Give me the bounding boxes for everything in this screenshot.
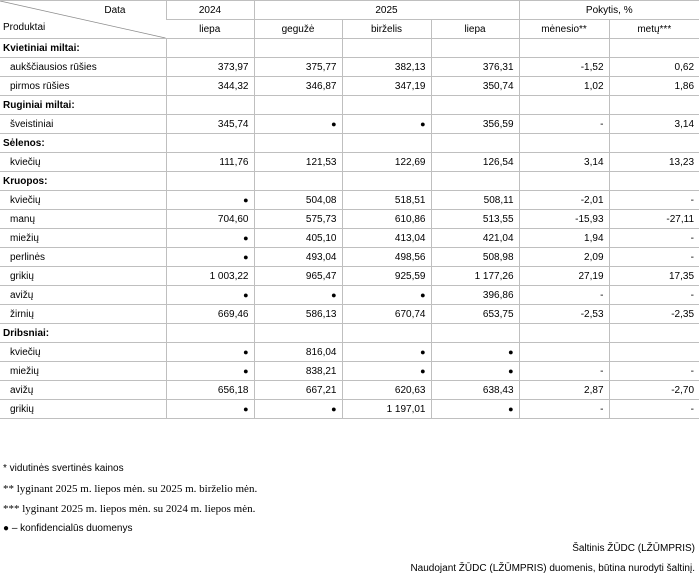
header-year-2025: 2025 bbox=[254, 1, 519, 20]
change-cell: -2,70 bbox=[609, 381, 699, 400]
header-row-years bbox=[0, 1, 699, 20]
price-cell: ● bbox=[166, 248, 254, 267]
empty-cell bbox=[254, 172, 342, 191]
header-change: Pokytis, % bbox=[519, 1, 699, 20]
price-cell: 669,46 bbox=[166, 305, 254, 324]
price-cell: 498,56 bbox=[342, 248, 431, 267]
change-cell: -2,53 bbox=[519, 305, 609, 324]
empty-cell bbox=[609, 134, 699, 153]
header-month-may: gegužė bbox=[254, 20, 342, 39]
group-title: Kvietiniai miltai: bbox=[0, 39, 166, 58]
empty-cell bbox=[254, 134, 342, 153]
change-cell bbox=[519, 343, 609, 362]
price-cell: 111,76 bbox=[166, 153, 254, 172]
change-cell: -2,35 bbox=[609, 305, 699, 324]
header-change-month: mėnesio** bbox=[519, 20, 609, 39]
usage-note: Naudojant ŽŪDC (LŽŪMPRIS) duomenis, būtina nurodyti šaltinį. bbox=[410, 563, 695, 574]
table-row bbox=[0, 115, 699, 134]
table-row bbox=[0, 286, 699, 305]
price-cell: 508,11 bbox=[431, 191, 519, 210]
empty-cell bbox=[166, 39, 254, 58]
empty-cell bbox=[431, 172, 519, 191]
empty-cell bbox=[519, 96, 609, 115]
change-cell: 2,09 bbox=[519, 248, 609, 267]
price-cell: ● bbox=[431, 343, 519, 362]
empty-cell bbox=[166, 134, 254, 153]
price-cell: 518,51 bbox=[342, 191, 431, 210]
empty-cell bbox=[342, 324, 431, 343]
price-cell: ● bbox=[342, 362, 431, 381]
empty-cell bbox=[254, 39, 342, 58]
change-cell bbox=[609, 343, 699, 362]
product-name: avižų bbox=[0, 381, 166, 400]
price-cell: ● bbox=[254, 400, 342, 419]
footnote-confidential: ● – konfidencialūs duomenys bbox=[3, 523, 133, 534]
price-cell: 350,74 bbox=[431, 77, 519, 96]
price-cell: 346,87 bbox=[254, 77, 342, 96]
change-cell: - bbox=[609, 191, 699, 210]
price-cell: 504,08 bbox=[254, 191, 342, 210]
price-cell: 610,86 bbox=[342, 210, 431, 229]
empty-cell bbox=[609, 96, 699, 115]
group-header-row bbox=[0, 96, 699, 115]
price-cell: 638,43 bbox=[431, 381, 519, 400]
change-cell: - bbox=[609, 229, 699, 248]
price-cell: ● bbox=[166, 229, 254, 248]
change-cell: 13,23 bbox=[609, 153, 699, 172]
product-name: žirnių bbox=[0, 305, 166, 324]
change-cell: 27,19 bbox=[519, 267, 609, 286]
footnote-year-compare: *** lyginant 2025 m. liepos mėn. su 2024 m. liepos mėn. bbox=[3, 503, 256, 515]
empty-cell bbox=[609, 39, 699, 58]
product-name: kviečių bbox=[0, 153, 166, 172]
product-name: manų bbox=[0, 210, 166, 229]
change-cell: 17,35 bbox=[609, 267, 699, 286]
empty-cell bbox=[342, 134, 431, 153]
group-title: Sėlenos: bbox=[0, 134, 166, 153]
price-cell: 373,97 bbox=[166, 58, 254, 77]
group-header-row bbox=[0, 134, 699, 153]
group-title: Kruopos: bbox=[0, 172, 166, 191]
product-name: avižų bbox=[0, 286, 166, 305]
price-cell: 121,53 bbox=[254, 153, 342, 172]
empty-cell bbox=[519, 324, 609, 343]
footnote-month-compare: ** lyginant 2025 m. liepos mėn. su 2025 m. birželio mėn. bbox=[3, 483, 258, 495]
product-name: miežių bbox=[0, 229, 166, 248]
header-change-year: metų*** bbox=[609, 20, 699, 39]
price-cell: ● bbox=[431, 400, 519, 419]
price-cell: 382,13 bbox=[342, 58, 431, 77]
price-cell: 670,74 bbox=[342, 305, 431, 324]
price-cell: 667,21 bbox=[254, 381, 342, 400]
price-cell: 356,59 bbox=[431, 115, 519, 134]
table-row bbox=[0, 153, 699, 172]
change-cell: 1,02 bbox=[519, 77, 609, 96]
price-cell: 405,10 bbox=[254, 229, 342, 248]
price-cell: 345,74 bbox=[166, 115, 254, 134]
empty-cell bbox=[431, 324, 519, 343]
price-cell: 1 003,22 bbox=[166, 267, 254, 286]
price-cell: 396,86 bbox=[431, 286, 519, 305]
table-row bbox=[0, 58, 699, 77]
price-cell: 493,04 bbox=[254, 248, 342, 267]
product-name: perlinės bbox=[0, 248, 166, 267]
empty-cell bbox=[431, 134, 519, 153]
price-cell: 620,63 bbox=[342, 381, 431, 400]
source-line: Šaltinis ŽŪDC (LŽŪMPRIS) bbox=[572, 543, 695, 554]
table-row bbox=[0, 343, 699, 362]
empty-cell bbox=[519, 172, 609, 191]
empty-cell bbox=[609, 324, 699, 343]
price-cell: 656,18 bbox=[166, 381, 254, 400]
change-cell: - bbox=[519, 400, 609, 419]
price-cell: 704,60 bbox=[166, 210, 254, 229]
table-row bbox=[0, 210, 699, 229]
price-cell: 925,59 bbox=[342, 267, 431, 286]
empty-cell bbox=[519, 134, 609, 153]
product-name: kviečių bbox=[0, 343, 166, 362]
price-cell: ● bbox=[254, 286, 342, 305]
table-row bbox=[0, 267, 699, 286]
change-cell: -27,11 bbox=[609, 210, 699, 229]
group-title: Dribsniai: bbox=[0, 324, 166, 343]
price-cell: ● bbox=[166, 286, 254, 305]
empty-cell bbox=[431, 39, 519, 58]
empty-cell bbox=[342, 172, 431, 191]
change-cell: -2,01 bbox=[519, 191, 609, 210]
price-cell: 1 197,01 bbox=[342, 400, 431, 419]
price-cell: 586,13 bbox=[254, 305, 342, 324]
footnotes bbox=[3, 462, 257, 542]
change-cell: 3,14 bbox=[519, 153, 609, 172]
table-row bbox=[0, 248, 699, 267]
group-header-row bbox=[0, 172, 699, 191]
empty-cell bbox=[609, 172, 699, 191]
change-cell: - bbox=[519, 362, 609, 381]
table-row bbox=[0, 381, 699, 400]
empty-cell bbox=[342, 39, 431, 58]
header-products-label: Produktai bbox=[3, 22, 46, 33]
price-cell: 376,31 bbox=[431, 58, 519, 77]
footnote-weighted: * vidutinės svertinės kainos bbox=[3, 463, 124, 474]
product-name: grikių bbox=[0, 400, 166, 419]
price-cell: ● bbox=[431, 362, 519, 381]
empty-cell bbox=[166, 96, 254, 115]
product-name: pirmos rūšies bbox=[0, 77, 166, 96]
price-cell: 375,77 bbox=[254, 58, 342, 77]
empty-cell bbox=[166, 324, 254, 343]
price-cell: 838,21 bbox=[254, 362, 342, 381]
product-name: grikių bbox=[0, 267, 166, 286]
price-cell: ● bbox=[342, 343, 431, 362]
price-cell: 965,47 bbox=[254, 267, 342, 286]
group-header-row bbox=[0, 39, 699, 58]
change-cell: 1,86 bbox=[609, 77, 699, 96]
header-date-label: Data bbox=[104, 5, 126, 16]
header-month-2024-july: liepa bbox=[166, 20, 254, 39]
change-cell: 0,62 bbox=[609, 58, 699, 77]
change-cell: - bbox=[609, 400, 699, 419]
price-cell: ● bbox=[254, 115, 342, 134]
price-cell: 1 177,26 bbox=[431, 267, 519, 286]
header-month-2025-july: liepa bbox=[431, 20, 519, 39]
price-cell: 344,32 bbox=[166, 77, 254, 96]
change-cell: - bbox=[609, 362, 699, 381]
group-title: Ruginiai miltai: bbox=[0, 96, 166, 115]
diagonal-header-cell bbox=[0, 1, 166, 39]
header-month-june: birželis bbox=[342, 20, 431, 39]
price-cell: 122,69 bbox=[342, 153, 431, 172]
change-cell: - bbox=[609, 248, 699, 267]
price-cell: ● bbox=[166, 191, 254, 210]
price-cell: 508,98 bbox=[431, 248, 519, 267]
price-cell: ● bbox=[166, 343, 254, 362]
price-cell: ● bbox=[166, 400, 254, 419]
change-cell: - bbox=[519, 286, 609, 305]
product-name: miežių bbox=[0, 362, 166, 381]
table-row bbox=[0, 191, 699, 210]
price-cell: 347,19 bbox=[342, 77, 431, 96]
price-cell: ● bbox=[342, 115, 431, 134]
price-cell: 421,04 bbox=[431, 229, 519, 248]
empty-cell bbox=[254, 324, 342, 343]
price-cell: 126,54 bbox=[431, 153, 519, 172]
change-cell: - bbox=[609, 286, 699, 305]
empty-cell bbox=[431, 96, 519, 115]
empty-cell bbox=[342, 96, 431, 115]
price-cell: ● bbox=[342, 286, 431, 305]
price-cell: 816,04 bbox=[254, 343, 342, 362]
price-cell: ● bbox=[166, 362, 254, 381]
product-name: aukščiausios rūšies bbox=[0, 58, 166, 77]
empty-cell bbox=[254, 96, 342, 115]
empty-cell bbox=[166, 172, 254, 191]
product-name: šveistiniai bbox=[0, 115, 166, 134]
product-name: kviečių bbox=[0, 191, 166, 210]
change-cell: 3,14 bbox=[609, 115, 699, 134]
price-cell: 513,55 bbox=[431, 210, 519, 229]
group-header-row bbox=[0, 324, 699, 343]
table-row bbox=[0, 77, 699, 96]
price-cell: 653,75 bbox=[431, 305, 519, 324]
change-cell: 1,94 bbox=[519, 229, 609, 248]
table-row bbox=[0, 400, 699, 419]
table-row bbox=[0, 362, 699, 381]
table-row bbox=[0, 305, 699, 324]
header-year-2024: 2024 bbox=[166, 1, 254, 20]
price-cell: 413,04 bbox=[342, 229, 431, 248]
empty-cell bbox=[519, 39, 609, 58]
change-cell: - bbox=[519, 115, 609, 134]
change-cell: -1,52 bbox=[519, 58, 609, 77]
change-cell: -15,93 bbox=[519, 210, 609, 229]
price-cell: 575,73 bbox=[254, 210, 342, 229]
table-row bbox=[0, 229, 699, 248]
change-cell: 2,87 bbox=[519, 381, 609, 400]
